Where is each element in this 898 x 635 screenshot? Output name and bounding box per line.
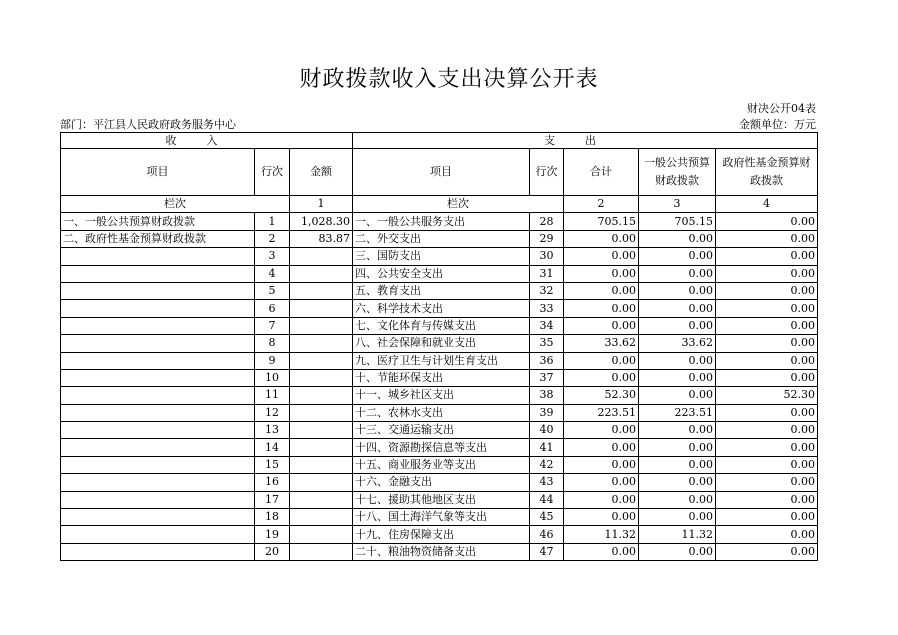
table-row xyxy=(61,543,818,560)
cell-general: 0.00 xyxy=(639,369,716,386)
form-number: 财决公开04表 xyxy=(747,102,816,115)
income-amount-column-no: 1 xyxy=(290,196,353,213)
cell-general: 0.00 xyxy=(639,300,716,317)
table-row xyxy=(61,439,818,456)
cell-general: 0.00 xyxy=(639,474,716,491)
table-row xyxy=(61,335,818,352)
table-row xyxy=(61,509,818,526)
cell-expense-line: 37 xyxy=(530,369,564,386)
total-column-no: 2 xyxy=(564,196,639,213)
cell-income-amount xyxy=(290,352,353,369)
cell-income-item xyxy=(61,404,255,421)
cell-total: 0.00 xyxy=(564,300,639,317)
cell-income-item xyxy=(61,543,255,560)
cell-expense-item: 三、国防支出 xyxy=(353,248,530,265)
cell-income-amount xyxy=(290,491,353,508)
cell-income-amount xyxy=(290,335,353,352)
cell-expense-line: 44 xyxy=(530,491,564,508)
table-row xyxy=(61,248,818,265)
cell-total: 0.00 xyxy=(564,474,639,491)
cell-expense-line: 28 xyxy=(530,213,564,230)
cell-expense-line: 42 xyxy=(530,456,564,473)
cell-general: 33.62 xyxy=(639,335,716,352)
cell-total: 223.51 xyxy=(564,404,639,421)
cell-general: 0.00 xyxy=(639,509,716,526)
table-row xyxy=(61,491,818,508)
cell-general: 0.00 xyxy=(639,543,716,560)
cell-income-line: 10 xyxy=(255,369,290,386)
cell-income-item xyxy=(61,474,255,491)
general-column-no: 3 xyxy=(639,196,716,213)
header-fund: 政府性基金预算财政拨款 xyxy=(716,149,818,196)
cell-expense-item: 二、外交支出 xyxy=(353,230,530,247)
cell-income-amount xyxy=(290,248,353,265)
cell-fund: 0.00 xyxy=(716,422,818,439)
cell-income-line: 5 xyxy=(255,282,290,299)
header-income-line: 行次 xyxy=(255,149,290,196)
cell-expense-line: 36 xyxy=(530,352,564,369)
cell-income-line: 11 xyxy=(255,387,290,404)
cell-general: 0.00 xyxy=(639,282,716,299)
table-row xyxy=(61,474,818,491)
cell-total: 0.00 xyxy=(564,265,639,282)
cell-expense-line: 35 xyxy=(530,335,564,352)
cell-expense-item: 十五、商业服务业等支出 xyxy=(353,456,530,473)
cell-income-line: 7 xyxy=(255,317,290,334)
expense-section-header xyxy=(353,133,818,149)
cell-fund: 0.00 xyxy=(716,491,818,508)
cell-total: 0.00 xyxy=(564,369,639,386)
cell-fund: 0.00 xyxy=(716,369,818,386)
cell-expense-line: 45 xyxy=(530,509,564,526)
cell-total: 0.00 xyxy=(564,352,639,369)
cell-income-line: 13 xyxy=(255,422,290,439)
cell-expense-item: 十四、资源勘探信息等支出 xyxy=(353,439,530,456)
unit-label: 金额单位：万元 xyxy=(739,118,816,131)
header-income-item: 项目 xyxy=(61,149,255,196)
table-row xyxy=(61,300,818,317)
cell-income-item xyxy=(61,335,255,352)
cell-expense-item: 十九、住房保障支出 xyxy=(353,526,530,543)
cell-expense-item: 十六、金融支出 xyxy=(353,474,530,491)
cell-expense-line: 41 xyxy=(530,439,564,456)
cell-expense-item: 九、医疗卫生与计划生育支出 xyxy=(353,352,530,369)
table-row xyxy=(61,317,818,334)
cell-income-item xyxy=(61,317,255,334)
header-expense-item: 项目 xyxy=(353,149,530,196)
cell-general: 705.15 xyxy=(639,213,716,230)
section-header-row xyxy=(61,133,818,149)
cell-general: 0.00 xyxy=(639,439,716,456)
cell-income-item xyxy=(61,369,255,386)
cell-expense-item: 十二、农林水支出 xyxy=(353,404,530,421)
cell-total: 0.00 xyxy=(564,543,639,560)
cell-total: 0.00 xyxy=(564,509,639,526)
cell-total: 0.00 xyxy=(564,282,639,299)
cell-income-amount xyxy=(290,300,353,317)
cell-income-line: 18 xyxy=(255,509,290,526)
cell-general: 0.00 xyxy=(639,387,716,404)
cell-total: 0.00 xyxy=(564,491,639,508)
cell-income-item xyxy=(61,352,255,369)
income-section-header xyxy=(61,133,353,149)
cell-fund: 0.00 xyxy=(716,248,818,265)
table-row xyxy=(61,213,818,230)
table-row xyxy=(61,422,818,439)
cell-expense-item: 七、文化体育与传媒支出 xyxy=(353,317,530,334)
header-income-amount: 金额 xyxy=(290,149,353,196)
cell-income-amount xyxy=(290,526,353,543)
cell-income-line: 14 xyxy=(255,439,290,456)
cell-expense-item: 六、科学技术支出 xyxy=(353,300,530,317)
cell-fund: 0.00 xyxy=(716,352,818,369)
cell-income-item xyxy=(61,282,255,299)
cell-expense-item: 十、节能环保支出 xyxy=(353,369,530,386)
cell-general: 0.00 xyxy=(639,422,716,439)
cell-income-item xyxy=(61,300,255,317)
cell-income-amount xyxy=(290,369,353,386)
cell-total: 52.30 xyxy=(564,387,639,404)
cell-income-line: 1 xyxy=(255,213,290,230)
cell-income-line: 16 xyxy=(255,474,290,491)
cell-expense-line: 38 xyxy=(530,387,564,404)
cell-expense-line: 43 xyxy=(530,474,564,491)
income-section-label: 收入 xyxy=(165,133,248,147)
cell-income-item xyxy=(61,422,255,439)
cell-expense-line: 34 xyxy=(530,317,564,334)
table-row xyxy=(61,456,818,473)
cell-expense-line: 40 xyxy=(530,422,564,439)
cell-total: 0.00 xyxy=(564,422,639,439)
cell-income-amount xyxy=(290,543,353,560)
cell-fund: 0.00 xyxy=(716,282,818,299)
cell-fund: 0.00 xyxy=(716,335,818,352)
cell-income-line: 4 xyxy=(255,265,290,282)
cell-general: 0.00 xyxy=(639,352,716,369)
table-row xyxy=(61,230,818,247)
cell-general: 0.00 xyxy=(639,230,716,247)
cell-total: 0.00 xyxy=(564,456,639,473)
cell-income-item xyxy=(61,387,255,404)
cell-income-item xyxy=(61,439,255,456)
cell-income-line: 8 xyxy=(255,335,290,352)
table-row xyxy=(61,369,818,386)
cell-income-amount: 83.87 xyxy=(290,230,353,247)
cell-expense-item: 二十、粮油物资储备支出 xyxy=(353,543,530,560)
fund-column-no: 4 xyxy=(716,196,818,213)
table-row xyxy=(61,265,818,282)
cell-income-item xyxy=(61,509,255,526)
cell-expense-line: 46 xyxy=(530,526,564,543)
cell-expense-line: 39 xyxy=(530,404,564,421)
cell-total: 0.00 xyxy=(564,248,639,265)
cell-general: 11.32 xyxy=(639,526,716,543)
cell-fund: 0.00 xyxy=(716,265,818,282)
cell-income-amount: 1,028.30 xyxy=(290,213,353,230)
header-general: 一般公共预算财政拨款 xyxy=(639,149,716,196)
cell-income-line: 19 xyxy=(255,526,290,543)
cell-fund: 0.00 xyxy=(716,300,818,317)
cell-expense-item: 一、一般公共服务支出 xyxy=(353,213,530,230)
cell-fund: 0.00 xyxy=(716,439,818,456)
document-title: 财政拨款收入支出决算公开表 xyxy=(299,67,599,92)
cell-expense-line: 30 xyxy=(530,248,564,265)
department-label: 部门：平江县人民政府政务服务中心 xyxy=(60,118,236,131)
cell-income-line: 9 xyxy=(255,352,290,369)
table-row xyxy=(61,282,818,299)
cell-fund: 0.00 xyxy=(716,317,818,334)
cell-expense-item: 十三、交通运输支出 xyxy=(353,422,530,439)
cell-expense-line: 31 xyxy=(530,265,564,282)
header-expense-line: 行次 xyxy=(530,149,564,196)
table-row xyxy=(61,352,818,369)
cell-fund: 0.00 xyxy=(716,213,818,230)
cell-income-amount xyxy=(290,265,353,282)
cell-income-line: 2 xyxy=(255,230,290,247)
cell-expense-item: 五、教育支出 xyxy=(353,282,530,299)
table-row xyxy=(61,387,818,404)
cell-general: 0.00 xyxy=(639,265,716,282)
cell-expense-line: 33 xyxy=(530,300,564,317)
cell-total: 0.00 xyxy=(564,230,639,247)
cell-income-amount xyxy=(290,404,353,421)
cell-general: 223.51 xyxy=(639,404,716,421)
cell-general: 0.00 xyxy=(639,491,716,508)
cell-expense-item: 十七、援助其他地区支出 xyxy=(353,491,530,508)
column-number-row xyxy=(61,196,818,213)
cell-income-item xyxy=(61,526,255,543)
cell-fund: 0.00 xyxy=(716,509,818,526)
table-row xyxy=(61,404,818,421)
cell-income-line: 3 xyxy=(255,248,290,265)
cell-expense-item: 十一、城乡社区支出 xyxy=(353,387,530,404)
cell-total: 705.15 xyxy=(564,213,639,230)
cell-fund: 0.00 xyxy=(716,526,818,543)
cell-income-line: 20 xyxy=(255,543,290,560)
table-row xyxy=(61,526,818,543)
cell-income-item: 二、政府性基金预算财政拨款 xyxy=(61,230,255,247)
cell-income-line: 15 xyxy=(255,456,290,473)
cell-total: 0.00 xyxy=(564,439,639,456)
cell-fund: 0.00 xyxy=(716,230,818,247)
expense-section-label: 支出 xyxy=(544,133,627,147)
income-column-label: 栏次 xyxy=(61,196,290,213)
cell-general: 0.00 xyxy=(639,456,716,473)
cell-income-amount xyxy=(290,439,353,456)
cell-income-amount xyxy=(290,456,353,473)
cell-fund: 0.00 xyxy=(716,404,818,421)
cell-fund: 0.00 xyxy=(716,474,818,491)
cell-expense-line: 29 xyxy=(530,230,564,247)
cell-income-item xyxy=(61,248,255,265)
cell-income-amount xyxy=(290,509,353,526)
cell-income-line: 12 xyxy=(255,404,290,421)
cell-income-item xyxy=(61,456,255,473)
cell-income-amount xyxy=(290,422,353,439)
cell-total: 0.00 xyxy=(564,317,639,334)
cell-income-item xyxy=(61,491,255,508)
cell-income-line: 17 xyxy=(255,491,290,508)
cell-income-amount xyxy=(290,317,353,334)
budget-table xyxy=(60,132,818,561)
cell-income-amount xyxy=(290,474,353,491)
cell-fund: 0.00 xyxy=(716,543,818,560)
cell-expense-line: 47 xyxy=(530,543,564,560)
expense-column-label: 栏次 xyxy=(353,196,564,213)
cell-fund: 52.30 xyxy=(716,387,818,404)
cell-general: 0.00 xyxy=(639,248,716,265)
cell-expense-item: 十八、国土海洋气象等支出 xyxy=(353,509,530,526)
cell-total: 33.62 xyxy=(564,335,639,352)
cell-expense-line: 32 xyxy=(530,282,564,299)
cell-income-item xyxy=(61,265,255,282)
cell-income-amount xyxy=(290,387,353,404)
cell-expense-item: 四、公共安全支出 xyxy=(353,265,530,282)
column-header-row xyxy=(61,149,818,196)
cell-general: 0.00 xyxy=(639,317,716,334)
cell-total: 11.32 xyxy=(564,526,639,543)
cell-income-line: 6 xyxy=(255,300,290,317)
cell-expense-item: 八、社会保障和就业支出 xyxy=(353,335,530,352)
cell-income-item: 一、一般公共预算财政拨款 xyxy=(61,213,255,230)
cell-fund: 0.00 xyxy=(716,456,818,473)
header-total: 合计 xyxy=(564,149,639,196)
cell-income-amount xyxy=(290,282,353,299)
